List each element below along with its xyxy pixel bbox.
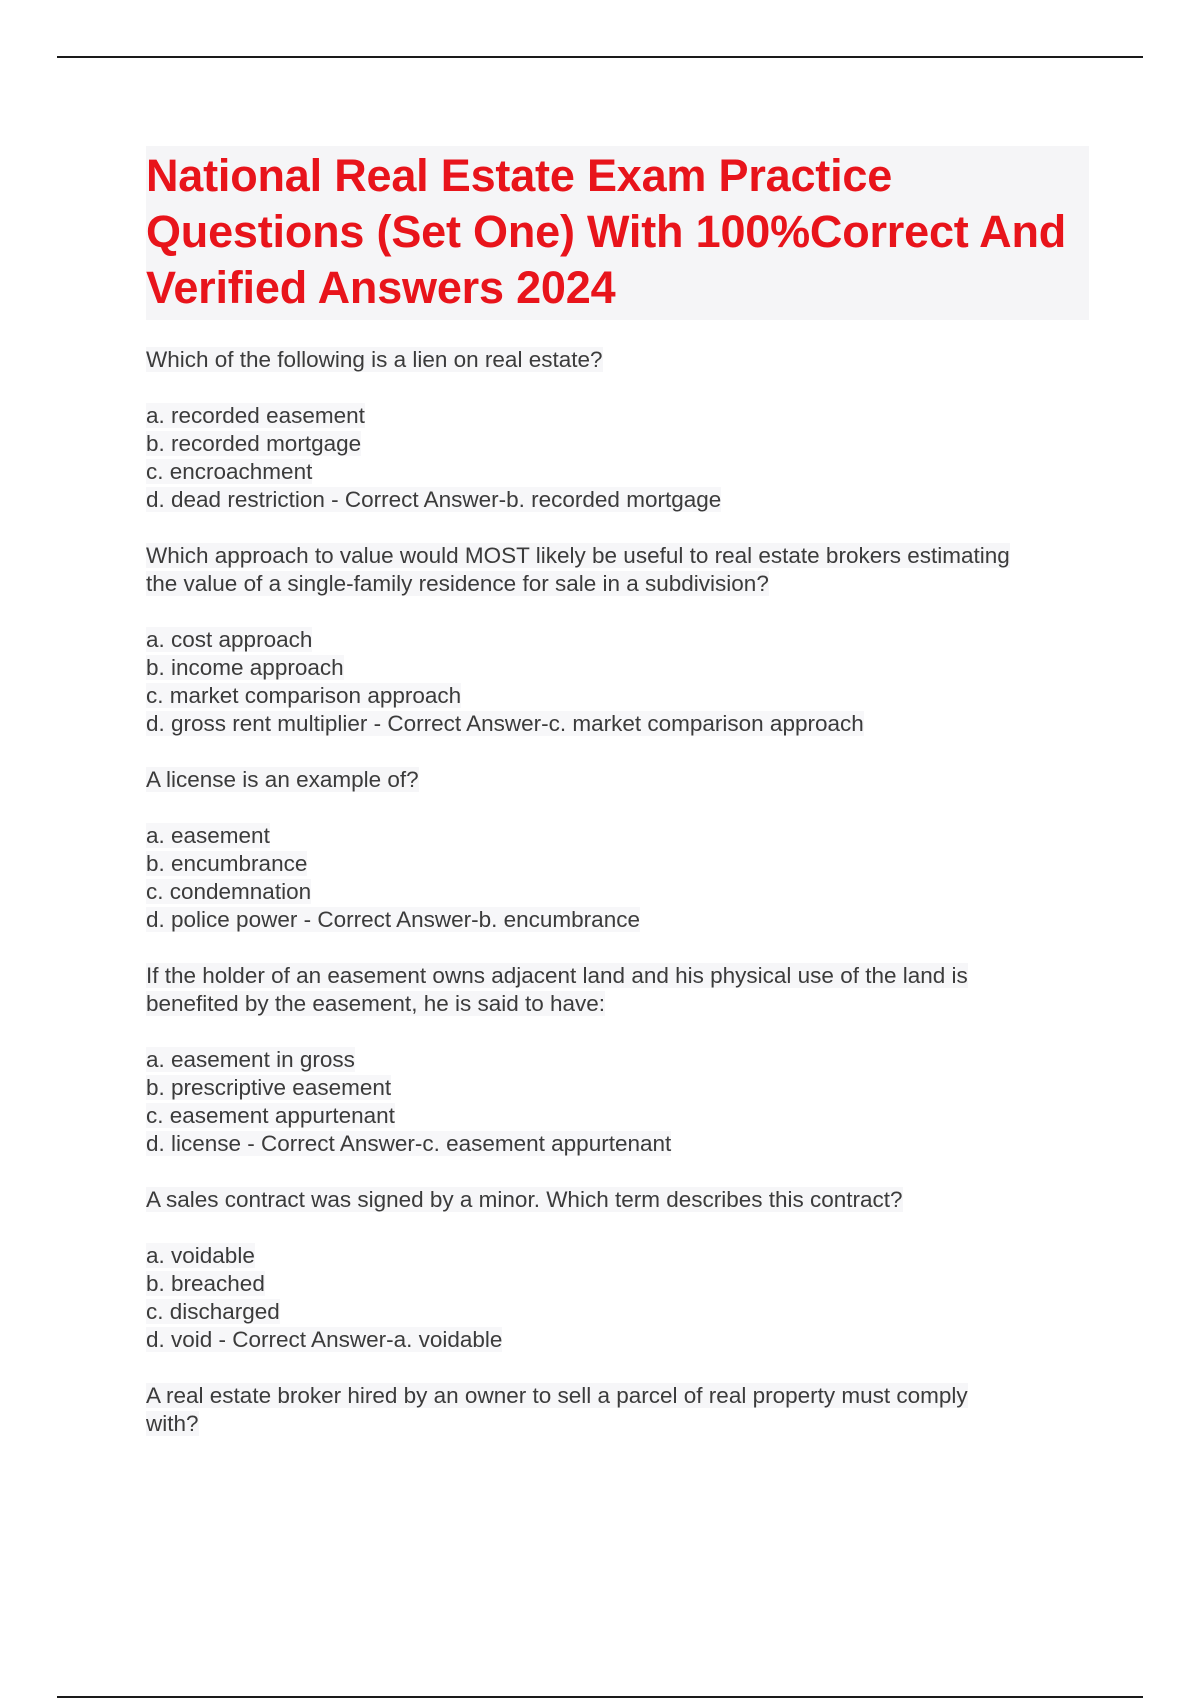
option-c: c. encroachment <box>146 459 313 484</box>
title-block <box>146 146 1089 320</box>
option-a: a. cost approach <box>146 627 313 652</box>
question-block-1 <box>146 346 1089 514</box>
option-c: c. market comparison approach <box>146 683 462 708</box>
option-d-with-answer: d. police power - Correct Answer-b. encumbrance <box>146 907 640 932</box>
question-block-5 <box>146 1186 1089 1354</box>
question-line: A sales contract was signed by a minor. Which term describes this contract? <box>146 1187 903 1212</box>
question-block-2 <box>146 542 1089 738</box>
question-line: If the holder of an easement owns adjacent land and his physical use of the land is <box>146 963 968 988</box>
question-line: the value of a single-family residence for sale in a subdivision? <box>146 571 769 596</box>
answer-options <box>146 626 1089 738</box>
option-b: b. prescriptive easement <box>146 1075 392 1100</box>
option-d-with-answer: d. license - Correct Answer-c. easement appurtenant <box>146 1131 672 1156</box>
option-a: a. easement in gross <box>146 1047 355 1072</box>
option-a: a. easement <box>146 823 270 848</box>
option-d-with-answer: d. void - Correct Answer-a. voidable <box>146 1327 503 1352</box>
answer-options <box>146 822 1089 934</box>
bottom-rule <box>57 1696 1143 1698</box>
question-text <box>146 1382 1089 1438</box>
top-rule <box>57 56 1143 58</box>
option-c: c. condemnation <box>146 879 312 904</box>
question-text <box>146 346 1089 374</box>
question-line: A license is an example of? <box>146 767 419 792</box>
question-text <box>146 542 1089 598</box>
question-line: Which approach to value would MOST likely be useful to real estate brokers estimating <box>146 543 1010 568</box>
option-d-with-answer: d. gross rent multiplier - Correct Answer-c. market comparison approach <box>146 711 864 736</box>
question-text <box>146 1186 1089 1214</box>
answer-options <box>146 1046 1089 1158</box>
question-block-3 <box>146 766 1089 934</box>
question-line: A real estate broker hired by an owner to sell a parcel of real property must comply <box>146 1383 968 1408</box>
question-text <box>146 962 1089 1018</box>
question-line: benefited by the easement, he is said to have: <box>146 991 606 1016</box>
question-line: with? <box>146 1411 199 1436</box>
option-b: b. encumbrance <box>146 851 308 876</box>
option-a: a. voidable <box>146 1243 255 1268</box>
answer-options <box>146 402 1089 514</box>
question-block-6 <box>146 1382 1089 1438</box>
question-line: Which of the following is a lien on real estate? <box>146 347 603 372</box>
option-d-with-answer: d. dead restriction - Correct Answer-b. recorded mortgage <box>146 487 722 512</box>
answer-options <box>146 1242 1089 1354</box>
option-b: b. recorded mortgage <box>146 431 362 456</box>
option-b: b. breached <box>146 1271 265 1296</box>
option-b: b. income approach <box>146 655 344 680</box>
document-content <box>146 146 1089 1466</box>
option-a: a. recorded easement <box>146 403 365 428</box>
question-block-4 <box>146 962 1089 1158</box>
question-text <box>146 766 1089 794</box>
document-title: National Real Estate Exam Practice Questions (Set One) With 100%Correct And Verified Answers 2024 <box>146 150 1067 313</box>
option-c: c. discharged <box>146 1299 280 1324</box>
option-c: c. easement appurtenant <box>146 1103 395 1128</box>
